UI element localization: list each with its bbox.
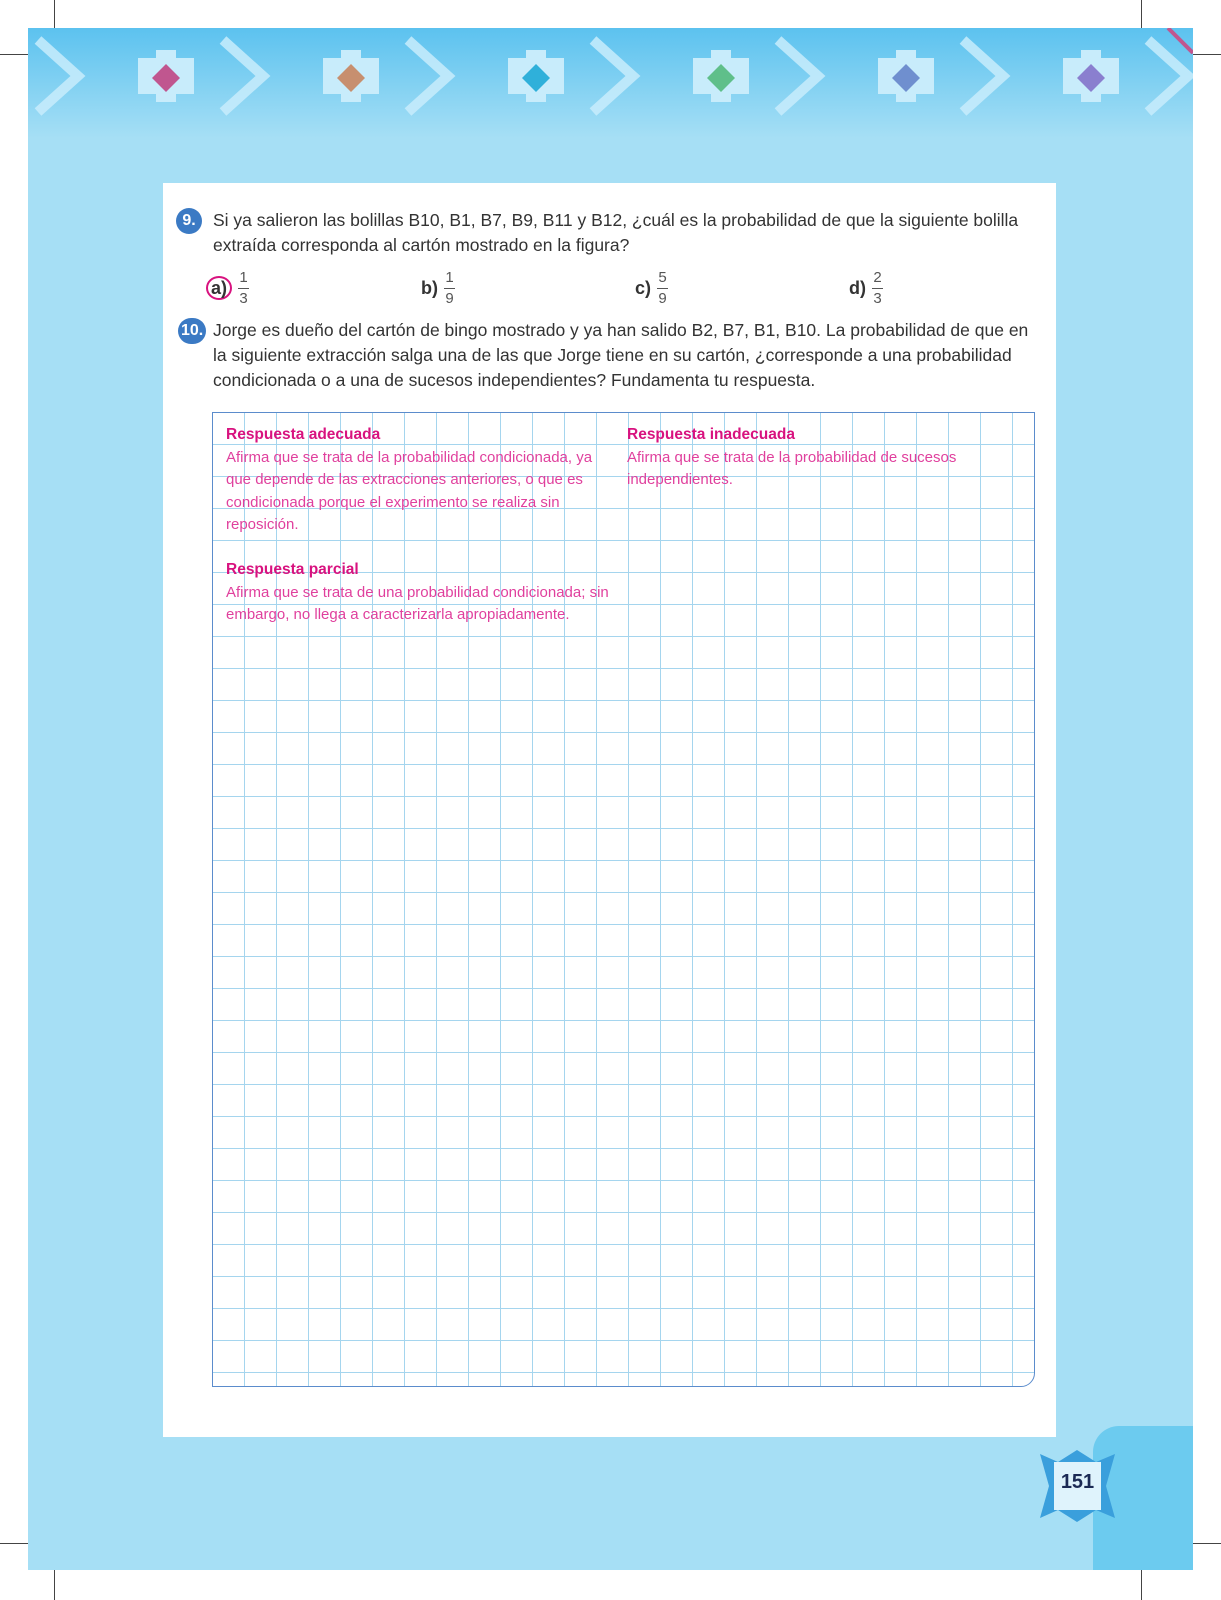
fraction-denominator: 9 (445, 289, 454, 307)
answer-inadecuada-title: Respuesta inadecuada (627, 426, 795, 443)
fraction (657, 270, 668, 307)
fraction-numerator: 1 (239, 268, 248, 286)
question-number-badge: 10. (178, 318, 206, 344)
question-number-badge: 9. (176, 208, 202, 234)
crop-mark (1141, 0, 1142, 28)
option-c[interactable] (635, 265, 668, 311)
option-label: c) (635, 277, 652, 298)
fraction-denominator: 3 (239, 289, 248, 307)
fraction-bar (872, 288, 883, 289)
answer-inadecuada (627, 424, 987, 492)
option-label: d) (849, 277, 866, 298)
option-b[interactable] (421, 265, 455, 311)
option-d[interactable] (849, 265, 883, 311)
fraction-bar (444, 288, 455, 289)
question-9 (182, 208, 1043, 258)
answer-grid[interactable] (212, 412, 1035, 1387)
fraction-numerator: 1 (445, 268, 454, 286)
option-a[interactable] (206, 265, 249, 311)
option-label-selected: a) (206, 276, 232, 300)
answer-adecuada (226, 424, 606, 537)
answer-parcial-body: Afirma que se trata de una probabilidad condicionada; sin embargo, no llega a caracterizarla apropiadamente. (226, 583, 609, 623)
content-card (163, 183, 1056, 1437)
crop-mark (1193, 54, 1221, 55)
fraction (238, 270, 249, 307)
answer-options (213, 265, 1043, 311)
fraction (444, 270, 455, 307)
option-label: b) (421, 277, 438, 298)
fraction-bar (238, 288, 249, 289)
fraction (872, 270, 883, 307)
fraction-denominator: 3 (873, 289, 882, 307)
crop-mark (1193, 1543, 1221, 1544)
fraction-denominator: 9 (658, 289, 667, 307)
crop-mark (54, 0, 55, 28)
fraction-numerator: 2 (873, 268, 882, 286)
answer-parcial (226, 559, 616, 627)
crop-mark (0, 1543, 28, 1544)
question-10-text: Jorge es dueño del cartón de bingo mostrado y ya han salido B2, B7, B1, B10. La probabilidad de que en la siguiente extracción salga una de las que Jorge tiene en su cartón, ¿corresponde a una probabilidad condicionada o a una de sucesos independientes? Fundamenta tu respuesta. (213, 320, 1029, 390)
page-number: 151 (1060, 1471, 1095, 1493)
decorative-header-band (28, 28, 1193, 138)
fraction-bar (657, 288, 668, 289)
fraction-numerator: 5 (658, 268, 667, 286)
question-9-text: Si ya salieron las bolillas B10, B1, B7, B9, B11 y B12, ¿cuál es la probabilidad de que la siguiente bolilla extraída corresponda al cartón mostrado en la figura? (213, 210, 1019, 255)
answer-adecuada-body: Afirma que se trata de la probabilidad condicionada, ya que depende de las extracciones anteriores, o que es condicionada porque el experimento se realiza sin reposición. (226, 448, 593, 533)
answer-inadecuada-body: Afirma que se trata de la probabilidad de sucesos independientes. (627, 448, 957, 488)
crop-mark (0, 54, 28, 55)
question-10 (181, 318, 1043, 393)
crop-mark (54, 1570, 55, 1600)
answer-adecuada-title: Respuesta adecuada (226, 426, 381, 443)
answer-parcial-title: Respuesta parcial (226, 561, 359, 578)
crop-mark (1141, 1570, 1142, 1600)
